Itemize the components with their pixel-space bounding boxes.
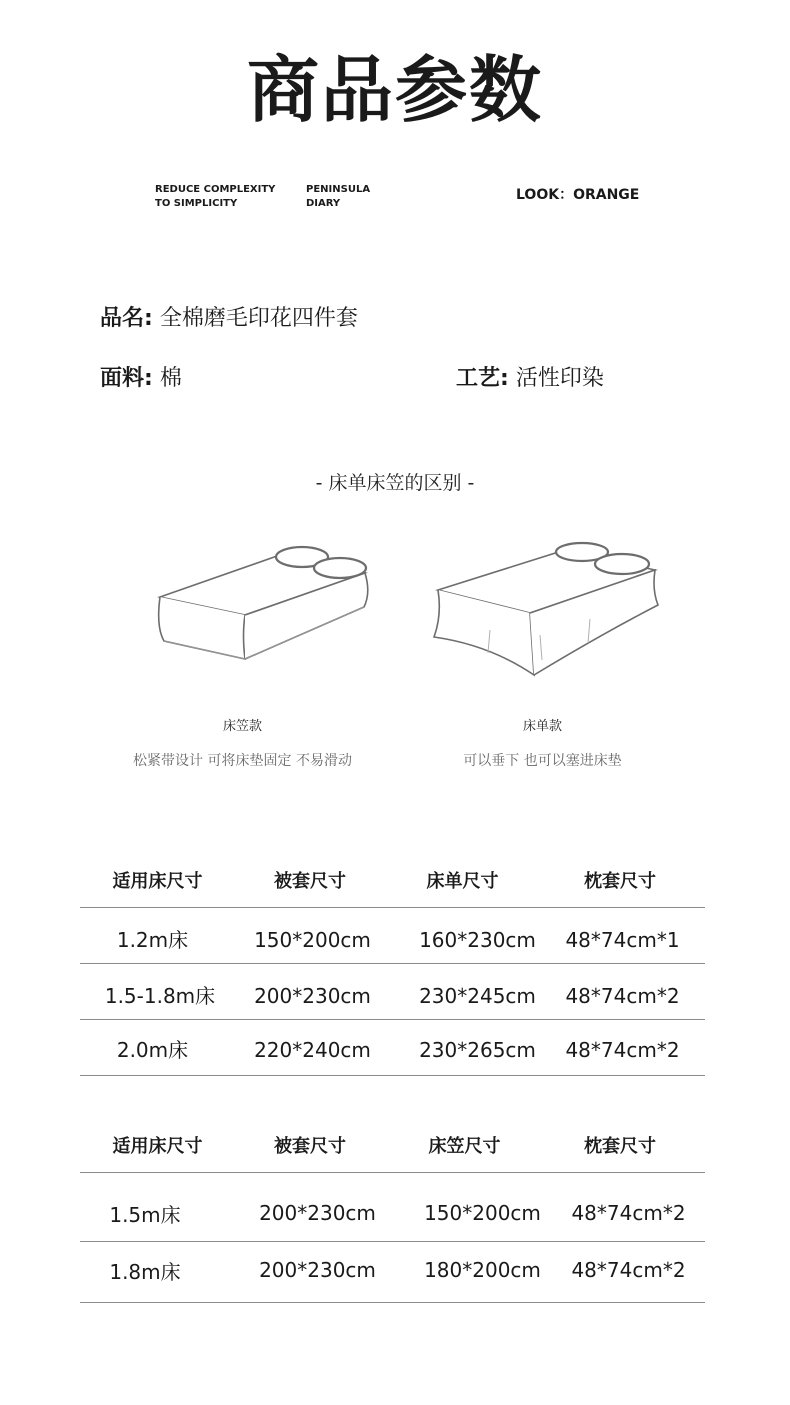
param-fabric-label: 面料: — [100, 366, 153, 391]
table-header-cell: 被套尺寸 — [274, 1136, 346, 1157]
table-header-cell: 适用床尺寸 — [112, 1136, 203, 1157]
fitted-sheet-desc: 松紧带设计 可将床垫固定 不易滑动 — [133, 753, 352, 769]
tagline-left: REDUCE COMPLEXITY TO SIMPLICITY — [155, 184, 276, 209]
table-cell: 48*74cm*2 — [565, 1038, 680, 1062]
param-fabric — [100, 364, 182, 394]
fitted-sheet-illustration — [150, 535, 380, 670]
table-cell: 200*230cm — [254, 984, 371, 1008]
table-cell: 1.5-1.8m床 — [104, 984, 216, 1008]
param-craft-label: 工艺: — [456, 366, 509, 391]
table-header — [80, 1116, 705, 1172]
table-cell: 48*74cm*2 — [565, 984, 680, 1008]
table-header — [80, 851, 705, 907]
fitted-sheet-name: 床笠款 — [222, 719, 262, 734]
table-cell: 1.8m床 — [109, 1260, 181, 1284]
table-cell: 2.0m床 — [116, 1038, 189, 1062]
table-cell: 200*230cm — [259, 1258, 376, 1282]
table-row — [80, 907, 705, 963]
table-row — [80, 963, 705, 1019]
table-row — [80, 1241, 705, 1303]
flat-sheet-desc: 可以垂下 也可以塞进床垫 — [463, 753, 622, 769]
table-header-cell: 床单尺寸 — [426, 871, 499, 892]
param-craft — [456, 364, 604, 394]
table-cell: 200*230cm — [259, 1201, 376, 1225]
table-row — [80, 1172, 705, 1241]
param-product-name-value: 全棉磨毛印花四件套 — [159, 306, 358, 331]
param-fabric-value: 棉 — [159, 366, 182, 391]
table-header-cell: 枕套尺寸 — [584, 871, 656, 892]
param-product-name — [100, 304, 358, 334]
size-table-flat-sheet — [80, 851, 705, 1076]
param-craft-value: 活性印染 — [515, 366, 604, 391]
table-header-cell: 被套尺寸 — [274, 871, 346, 892]
table-row — [80, 1019, 705, 1076]
flat-sheet-illustration — [430, 535, 665, 680]
tagline-look: LOOK：ORANGE — [516, 187, 640, 203]
table-cell: 48*74cm*2 — [571, 1258, 686, 1282]
table-header-cell: 适用床尺寸 — [112, 871, 203, 892]
table-cell: 180*200cm — [424, 1258, 541, 1282]
table-cell: 150*200cm — [254, 928, 371, 952]
tagline-brand: PENINSULA DIARY — [306, 184, 371, 209]
compare-section-title: - 床单床笠的区别 - — [315, 472, 475, 494]
flat-sheet-name: 床单款 — [522, 719, 562, 734]
page-title: 商品参数 — [246, 48, 543, 132]
table-cell: 160*230cm — [419, 928, 536, 952]
param-product-name-label: 品名: — [100, 306, 153, 331]
table-header-cell: 枕套尺寸 — [584, 1136, 656, 1157]
table-cell: 230*265cm — [419, 1038, 536, 1062]
table-cell: 150*200cm — [424, 1201, 541, 1225]
table-cell: 48*74cm*2 — [571, 1201, 686, 1225]
size-table-fitted-sheet — [80, 1116, 705, 1303]
table-cell: 1.5m床 — [109, 1203, 181, 1227]
table-cell: 1.2m床 — [116, 928, 189, 952]
table-cell: 48*74cm*1 — [565, 928, 680, 952]
table-header-cell: 床笠尺寸 — [428, 1136, 501, 1157]
table-cell: 220*240cm — [254, 1038, 371, 1062]
table-cell: 230*245cm — [419, 984, 536, 1008]
